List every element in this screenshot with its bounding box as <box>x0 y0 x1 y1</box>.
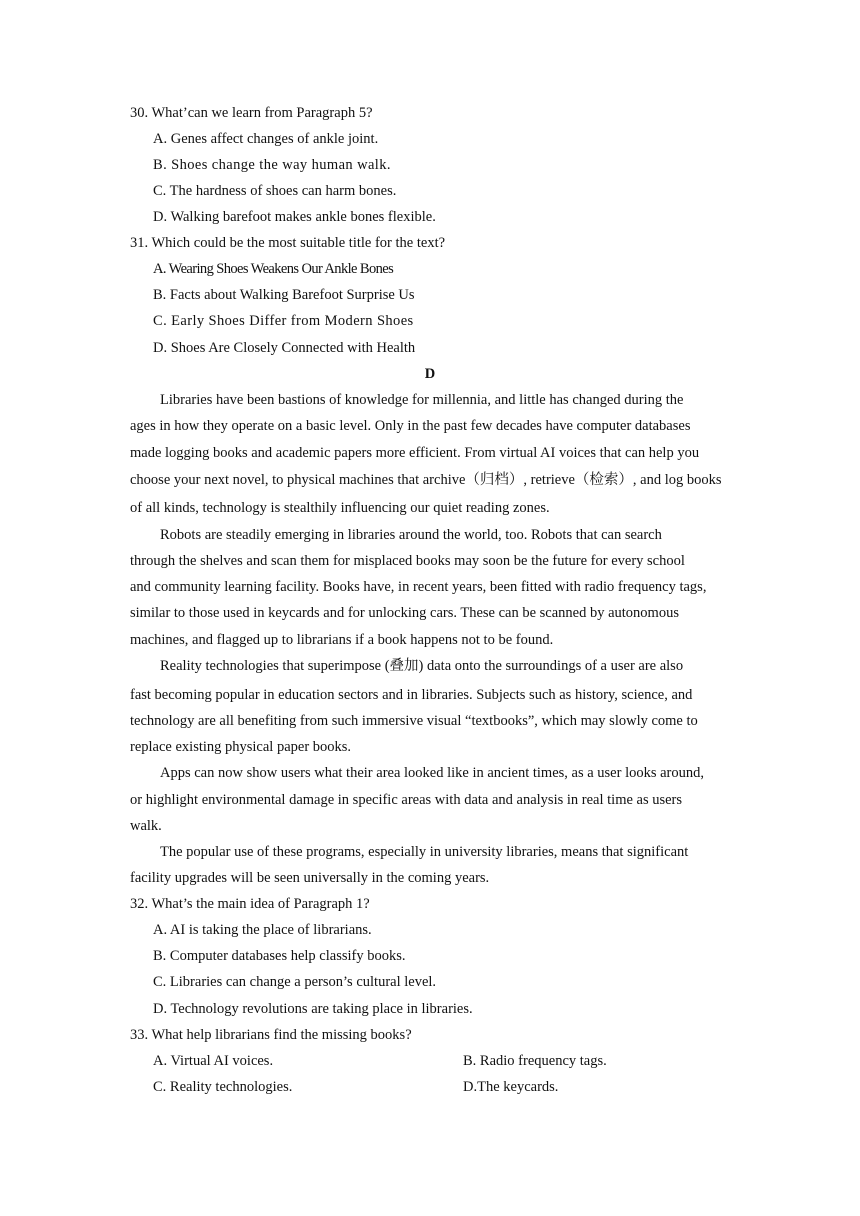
q33-option-c: C. Reality technologies. <box>153 1079 293 1095</box>
paragraph-2-line: machines, and flagged up to librarians if a book happens not to be found. <box>130 632 554 648</box>
paragraph-1-line: choose your next novel, to physical machines that archive（归档）, retrieve（检索）, and log books <box>130 472 722 488</box>
q30-option-c: C. The hardness of shoes can harm bones. <box>153 183 397 199</box>
q30-option-d: D. Walking barefoot makes ankle bones flexible. <box>153 209 436 225</box>
paragraph-2-line: Robots are steadily emerging in libraries around the world, too. Robots that can search <box>160 527 662 543</box>
q30-option-b: B. Shoes change the way human walk. <box>153 157 391 173</box>
paragraph-4-line: Apps can now show users what their area looked like in ancient times, as a user looks around, <box>160 765 705 781</box>
q32-option-d: D. Technology revolutions are taking place in libraries. <box>153 1001 473 1017</box>
q31-option-d: D. Shoes Are Closely Connected with Health <box>153 340 416 356</box>
question-31: 31. Which could be the most suitable title for the text? <box>130 235 446 251</box>
paragraph-4-line: walk. <box>130 818 162 834</box>
paragraph-3-line: fast becoming popular in education sectors and in libraries. Subjects such as history, science, and <box>130 687 693 703</box>
q31-option-c: C. Early Shoes Differ from Modern Shoes <box>153 313 414 329</box>
q33-option-d: D.The keycards. <box>463 1079 559 1095</box>
paragraph-4-line: or highlight environmental damage in specific areas with data and analysis in real time as users <box>130 792 683 808</box>
paragraph-2-line: and community learning facility. Books have, in recent years, been fitted with radio frequency tags, <box>130 579 707 595</box>
paragraph-5-line: The popular use of these programs, especially in university libraries, means that significant <box>160 844 689 860</box>
question-30: 30. What’can we learn from Paragraph 5? <box>130 105 373 121</box>
paragraph-1-line: ages in how they operate on a basic level. Only in the past few decades have computer databases <box>130 418 691 434</box>
question-32: 32. What’s the main idea of Paragraph 1? <box>130 896 370 912</box>
q32-option-b: B. Computer databases help classify books. <box>153 948 406 964</box>
q32-option-c: C. Libraries can change a person’s cultural level. <box>153 974 437 990</box>
paragraph-3-line: Reality technologies that superimpose (叠加) data onto the surroundings of a user are also <box>160 658 684 674</box>
section-heading: D <box>424 366 436 382</box>
paragraph-3-line: replace existing physical paper books. <box>130 739 352 755</box>
paragraph-2-line: similar to those used in keycards and for unlocking cars. These can be scanned by autonomous <box>130 605 679 621</box>
paragraph-2-line: through the shelves and scan them for misplaced books may soon be the future for every school <box>130 553 685 569</box>
q33-option-a: A. Virtual AI voices. <box>153 1053 274 1069</box>
q31-option-a: A. Wearing Shoes Weakens Our Ankle Bones <box>153 261 394 277</box>
q32-option-a: A. AI is taking the place of librarians. <box>153 922 372 938</box>
paragraph-1-line: made logging books and academic papers more efficient. From virtual AI voices that can help you <box>130 445 700 461</box>
q31-option-b: B. Facts about Walking Barefoot Surprise Us <box>153 287 415 303</box>
question-33: 33. What help librarians find the missing books? <box>130 1027 412 1043</box>
paragraph-3-line: technology are all benefiting from such immersive visual “textbooks”, which may slowly come to <box>130 713 698 729</box>
q30-option-a: A. Genes affect changes of ankle joint. <box>153 131 379 147</box>
paragraph-5-line: facility upgrades will be seen universally in the coming years. <box>130 870 490 886</box>
paragraph-1-line: of all kinds, technology is stealthily influencing our quiet reading zones. <box>130 500 550 516</box>
q33-option-b: B. Radio frequency tags. <box>463 1053 607 1069</box>
paragraph-1-line: Libraries have been bastions of knowledge for millennia, and little has changed during the <box>160 392 684 408</box>
